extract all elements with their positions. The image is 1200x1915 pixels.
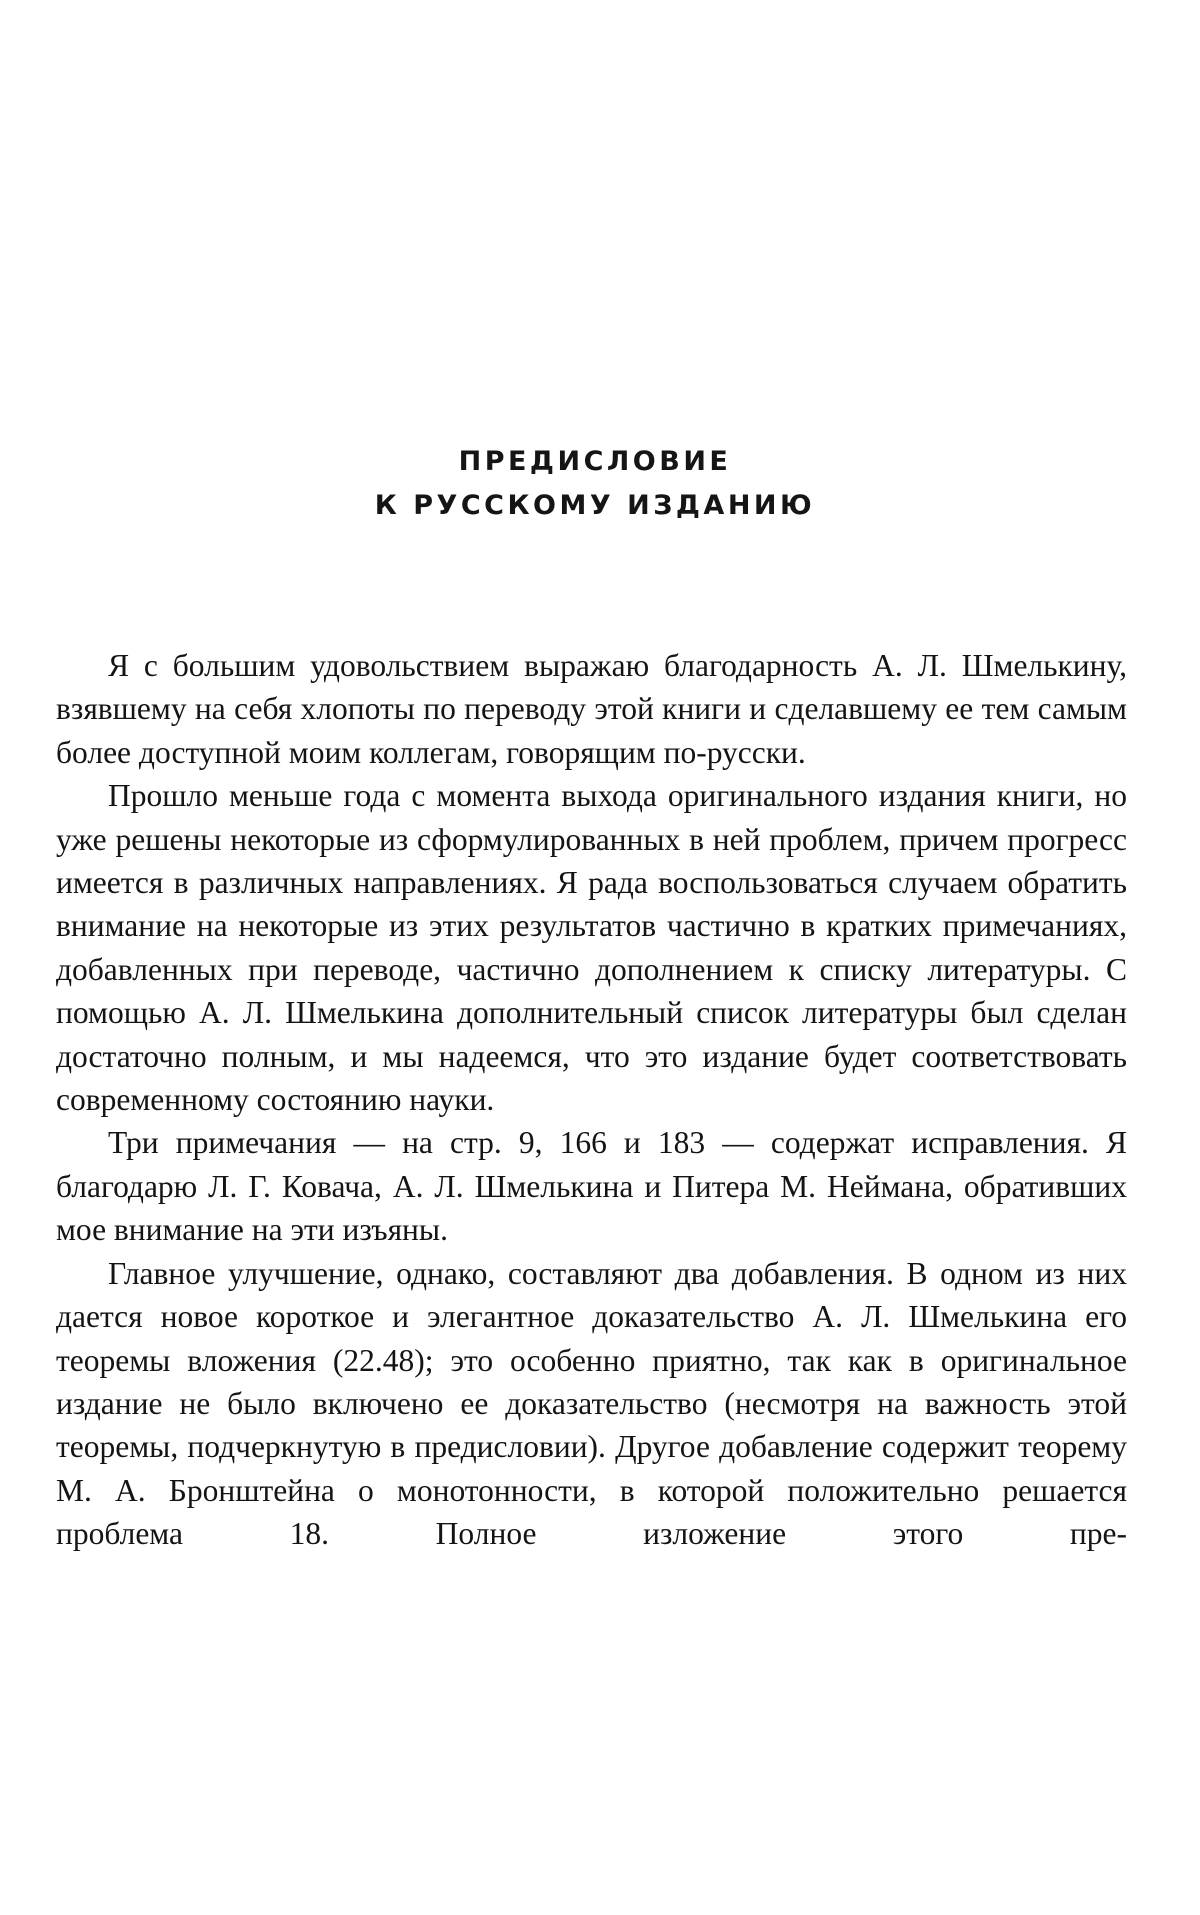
paragraph-progress: Прошло меньше года с момента выхода оригинального издания книги, но уже решены некоторые из сформулированных в ней проблем, причем прогресс имеется в различных направлениях. Я рада воспользоваться случаем обратить внимание на некоторые из этих результатов частично в кратких примечаниях, добавленных при переводе, частично дополнением к списку литературы. С помощью А. Л. Шмелькина дополнительный список литературы был сделан достаточно полным, и мы надеемся, что это издание будет соответствовать современному состоянию науки. [56,778,1127,1118]
preface-body [56,644,1127,1556]
heading-line-1: ПРЕДИСЛОВИЕ [458,446,732,477]
paragraph-corrections: Три примечания — на стр. 9, 166 и 183 — содержат исправления. Я благодарю Л. Г. Ковача, А. Л. Шмелькина и Питера М. Неймана, обративших мое внимание на эти изъяны. [56,1125,1127,1248]
preface-heading [0,440,1190,528]
heading-line-2: К РУССКОМУ ИЗДАНИЮ [374,490,816,521]
paragraph-additions: Главное улучшение, однако, составляют два добавления. В одном из них дается новое короткое и элегантное доказательство А. Л. Шмелькина его теоремы вложения (22.48); это особенно приятно, так как в оригинальное издание не было включено ее доказательство (несмотря на важность этой теоремы, подчеркнутую в предисловии). Другое добавление содержит теорему М. А. Бронштейна о монотонности, в которой положительно решается проблема 18. Полное изложение этого пре- [56,1255,1127,1552]
paragraph-gratitude: Я с большим удовольствием выражаю благодарность А. Л. Шмелькину, взявшему на себя хлопоты по переводу этой книги и сделавшему ее тем самым более доступной моим коллегам, говорящим по-русски. [56,648,1127,770]
